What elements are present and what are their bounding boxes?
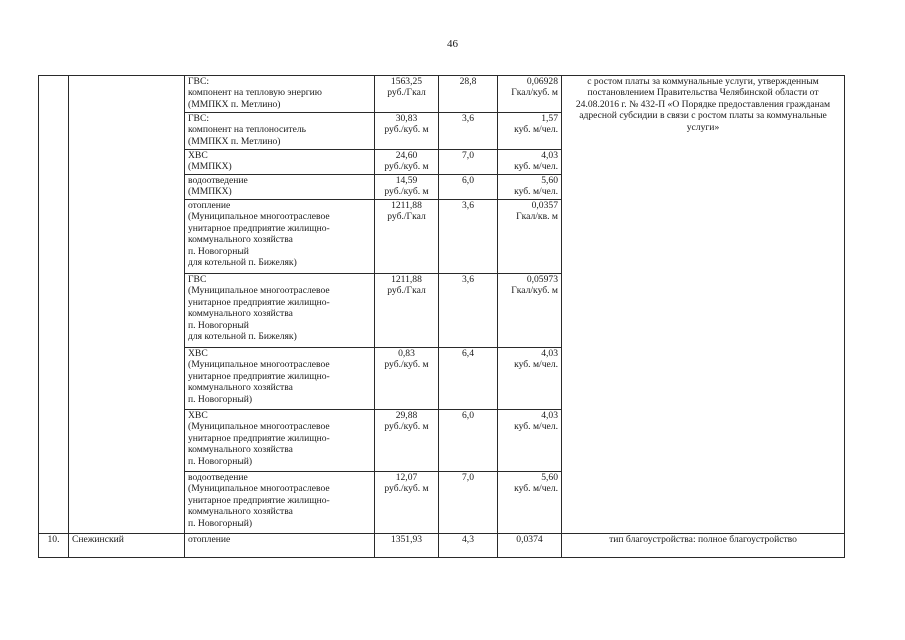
norm-unit: куб. м/чел. [514, 161, 558, 173]
service-name: ГВС (Муниципальное многоотраслевое унитарное предприятие жилищно- коммунального хозяйства п. Новогорный для котельной п. Бижеляк) [188, 274, 330, 343]
tariff-value: 24,60 [395, 150, 418, 161]
tariff-value: 1211,88 [391, 274, 422, 285]
tariff-value: 12,07 [395, 472, 418, 483]
tariff-value: 14,59 [395, 175, 418, 186]
norm-value: 4,03 [541, 150, 558, 161]
improvement-type-note: тип благоустройства: полное благоустройство [562, 534, 845, 558]
tariff-table [38, 75, 845, 558]
index-cell: 3,6 [439, 113, 498, 150]
service-cell [185, 274, 375, 348]
norm-cell [498, 348, 562, 410]
index-cell: 6,0 [439, 175, 498, 200]
norm-unit: куб. м/чел. [514, 124, 558, 136]
service-name: отопление [185, 534, 375, 558]
tariff-value: 1351,93 [375, 534, 439, 558]
continuation-note: с ростом платы за коммунальные услуги, утвержденным постановлением Правительства Челябинской области от 24.08.2016 г. № 432-П «О Порядке предоставления гражданам адресной субсидии в связи с ростом платы за коммунальные услуги» [562, 76, 845, 534]
norm-value: 0,06928 [526, 76, 558, 87]
service-cell [185, 113, 375, 150]
tariff-value: 1563,25 [390, 76, 423, 87]
tariff-value: 30,83 [395, 113, 418, 124]
index-cell: 4,3 [439, 534, 498, 558]
tariff-unit: руб./Гкал [387, 87, 426, 99]
norm-value: 5,60 [541, 175, 558, 186]
tariff-cell [375, 150, 439, 175]
norm-unit: Гкал/куб. м [511, 87, 558, 99]
tariff-cell [375, 348, 439, 410]
norm-unit: куб. м/чел. [514, 186, 558, 198]
tariff-value: 1211,88 [391, 200, 422, 211]
tariff-unit: руб./куб. м [384, 359, 429, 371]
service-name: ХВС (ММПКХ) [188, 150, 232, 173]
tariff-unit: руб./куб. м [384, 483, 429, 495]
service-name: ГВС: компонент на тепловую энергию (ММПКХ п. Метлино) [188, 76, 322, 110]
tariff-unit: руб./куб. м [384, 186, 429, 198]
service-name: водоотведение (Муниципальное многоотраслевое унитарное предприятие жилищно- коммунального хозяйства п. Новогорный) [188, 472, 330, 529]
norm-unit: куб. м/чел. [514, 483, 558, 495]
norm-unit: куб. м/чел. [514, 359, 558, 371]
service-name: ХВС (Муниципальное многоотраслевое унитарное предприятие жилищно- коммунального хозяйства п. Новогорный) [188, 410, 330, 467]
tariff-unit: руб./Гкал [387, 211, 426, 223]
norm-cell [498, 150, 562, 175]
service-name: отопление (Муниципальное многоотраслевое унитарное предприятие жилищно- коммунального хозяйства п. Новогорный для котельной п. Бижеляк) [188, 200, 330, 269]
tariff-cell [375, 76, 439, 113]
service-cell [185, 76, 375, 113]
norm-value: 0,05973 [526, 274, 558, 285]
index-cell: 7,0 [439, 472, 498, 534]
norm-cell [498, 113, 562, 150]
norm-value: 0,0357 [531, 200, 558, 211]
index-cell: 3,6 [439, 200, 498, 274]
index-cell: 7,0 [439, 150, 498, 175]
norm-value: 4,03 [541, 410, 558, 421]
tariff-cell [375, 410, 439, 472]
tariff-value: 0,83 [398, 348, 415, 359]
municipality-name: Снежинский [69, 534, 185, 558]
norm-cell [498, 175, 562, 200]
service-cell [185, 175, 375, 200]
index-cell: 6,4 [439, 348, 498, 410]
tariff-cell [375, 200, 439, 274]
index-cell: 6,0 [439, 410, 498, 472]
tariff-unit: руб./куб. м [384, 421, 429, 433]
service-cell [185, 410, 375, 472]
service-cell [185, 348, 375, 410]
service-name: ХВС (Муниципальное многоотраслевое унитарное предприятие жилищно- коммунального хозяйства п. Новогорный) [188, 348, 330, 405]
municipality-cell-empty [69, 76, 185, 534]
tariff-value: 29,88 [395, 410, 418, 421]
number-cell-empty [39, 76, 69, 534]
norm-value: 5,60 [541, 472, 558, 483]
tariff-cell [375, 472, 439, 534]
norm-unit: Гкал/куб. м [511, 285, 558, 297]
norm-cell [498, 472, 562, 534]
norm-value: 0,0374 [498, 534, 562, 558]
service-cell [185, 200, 375, 274]
service-cell [185, 150, 375, 175]
norm-unit: куб. м/чел. [514, 421, 558, 433]
table-row [39, 76, 845, 113]
norm-value: 4,03 [541, 348, 558, 359]
page-number: 46 [447, 38, 458, 50]
row-number: 10. [39, 534, 69, 558]
service-cell [185, 472, 375, 534]
table-row-snezhinsky [39, 534, 845, 558]
service-name: ГВС: компонент на теплоноситель (ММПКХ п. Метлино) [188, 113, 307, 147]
service-name: водоотведение (ММПКХ) [188, 175, 248, 198]
norm-cell [498, 274, 562, 348]
norm-unit: Гкал/кв. м [516, 211, 558, 223]
tariff-unit: руб./куб. м [384, 124, 429, 136]
tariff-cell [375, 175, 439, 200]
tariff-cell [375, 274, 439, 348]
norm-cell [498, 200, 562, 274]
norm-value: 1,57 [541, 113, 558, 124]
norm-cell [498, 76, 562, 113]
tariff-unit: руб./куб. м [384, 161, 429, 173]
tariff-cell [375, 113, 439, 150]
tariff-unit: руб./Гкал [387, 285, 426, 297]
index-cell: 3,6 [439, 274, 498, 348]
index-cell: 28,8 [439, 76, 498, 113]
norm-cell [498, 410, 562, 472]
